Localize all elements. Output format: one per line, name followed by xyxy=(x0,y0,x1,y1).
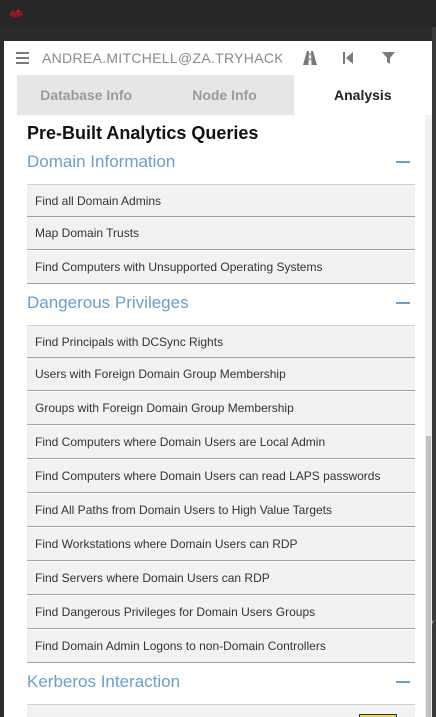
scrollbar-thumb[interactable] xyxy=(426,436,431,717)
query-item[interactable]: Find Workstations where Domain Users can RDP xyxy=(27,528,415,561)
query-item[interactable]: Find Dangerous Privileges for Domain Users Groups xyxy=(27,596,415,629)
side-panel xyxy=(4,41,432,717)
tab-analysis[interactable]: Analysis xyxy=(294,75,432,115)
road-icon[interactable] xyxy=(296,41,324,75)
query-item[interactable]: Find Computers where Domain Users can read LAPS passwords xyxy=(27,460,415,493)
graph-canvas-edge xyxy=(432,27,436,717)
tab-database-info[interactable]: Database Info xyxy=(17,75,155,115)
panel-tabs xyxy=(17,75,432,115)
step-back-icon[interactable] xyxy=(334,41,362,75)
bloodhound-icon xyxy=(8,6,24,20)
hamburger-icon[interactable] xyxy=(8,41,36,75)
search-bar xyxy=(4,41,432,75)
section-title: Dangerous Privileges xyxy=(27,293,189,312)
query-item[interactable]: Users with Foreign Domain Group Membership xyxy=(27,358,415,391)
query-item[interactable]: Find Servers where Domain Users can RDP xyxy=(27,562,415,595)
query-item[interactable]: Groups with Foreign Domain Group Membership xyxy=(27,392,415,425)
collapse-icon[interactable] xyxy=(396,302,410,304)
tab-node-info[interactable]: Node Info xyxy=(155,75,293,115)
query-item-partial[interactable] xyxy=(27,704,415,717)
query-item[interactable]: Find Domain Admin Logons to non-Domain Controllers xyxy=(27,630,415,663)
section-title: Domain Information xyxy=(27,152,176,171)
query-item[interactable]: Find Computers with Unsupported Operating Systems xyxy=(27,251,415,284)
query-item[interactable]: Find All Paths from Domain Users to High Value Targets xyxy=(27,494,415,527)
section-kerberos-interaction[interactable] xyxy=(27,670,415,694)
collapse-icon[interactable] xyxy=(396,161,410,163)
section-title: Kerberos Interaction xyxy=(27,672,181,691)
query-item[interactable]: Find Computers where Domain Users are Local Admin xyxy=(27,426,415,459)
query-item[interactable]: Map Domain Trusts xyxy=(27,217,415,250)
search-input[interactable] xyxy=(42,50,282,66)
section-dangerous-privileges[interactable] xyxy=(27,291,415,315)
query-item[interactable]: Find all Domain Admins xyxy=(27,184,415,217)
filter-icon[interactable] xyxy=(374,41,402,75)
analysis-heading: Pre-Built Analytics Queries xyxy=(27,123,259,143)
app-titlebar xyxy=(0,0,436,27)
analysis-content xyxy=(17,115,425,717)
section-domain-information[interactable] xyxy=(27,150,415,174)
query-item[interactable]: Find Principals with DCSync Rights xyxy=(27,325,415,358)
collapse-icon[interactable] xyxy=(396,681,410,683)
